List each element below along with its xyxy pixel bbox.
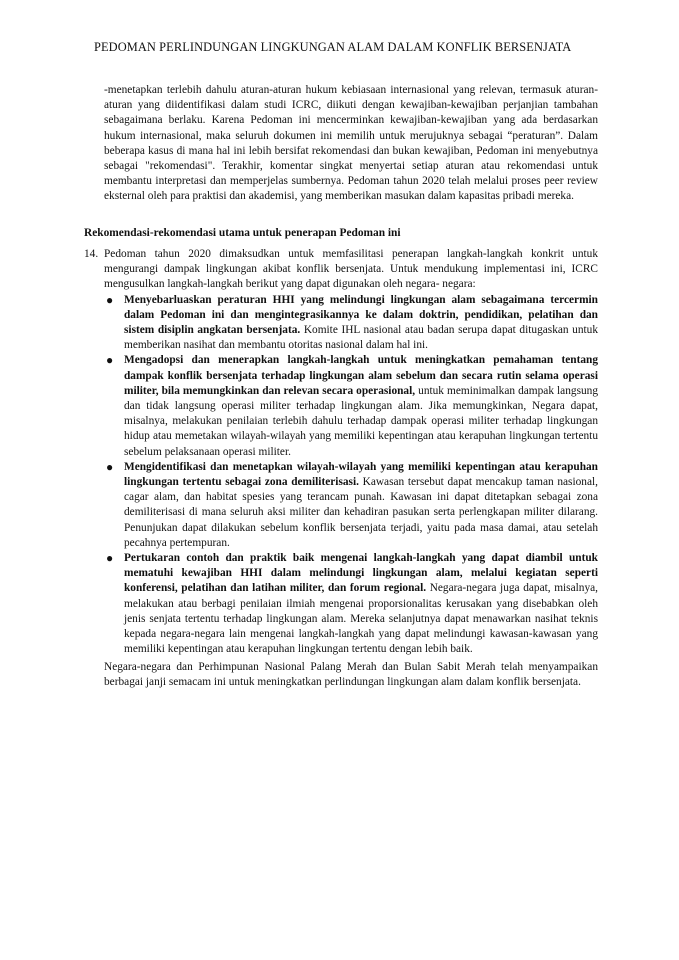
bullet-bold-text: Pertukaran contoh dan praktik baik mengenai langkah-langkah yang dapat diambil untuk mematuhi kewajiban HHI dalam melindungi lingkungan alam, melalui kegiatan seperti konferensi, pelatihan dan latihan militer, dan forum regional. bbox=[124, 552, 598, 595]
bullet-icon: ● bbox=[106, 292, 114, 307]
item-14-text: Pedoman tahun 2020 dimaksudkan untuk memfasilitasi penerapan langkah-langkah konkrit untuk mengurangi dampak lingkungan akibat konflik bersenjata. Untuk mendukung implementasi ini, ICRC mengusulkan langkah-langkah berikut yang dapat digunakan oleh negara- negara: bbox=[104, 248, 598, 291]
bullet-text: Kawasan tersebut dapat mencakup taman nasional, cagar alam, dan habitat spesies yang terancam punah. Kawasan ini dapat ditetapkan sebagai zona demiliterisasi di mana seluruh aksi militer dan kehadiran pasukan serta perlengkapan militer dilarang. Penunjukan dapat dilakukan sebelum konflik bersenjata terjadi, yaitu pada masa damai, atau setelah pecahnya pertempuran. bbox=[124, 476, 598, 549]
running-header: PEDOMAN PERLINDUNGAN LINGKUNGAN ALAM DALAM KONFLIK BERSENJATA bbox=[94, 40, 572, 54]
intro-paragraph: -menetapkan terlebih dahulu aturan-aturan hukum kebiasaan internasional yang relevan, termasuk aturan-aturan yang diidentifikasi dalam studi ICRC, diikuti dengan kewajiban-kewajiban perjanjian tambahan sebagaimana berlaku. Karena Pedoman ini mencerminkan kewajiban-kewajiban yang ada berdasarkan hukum internasional, maka seluruh dokumen ini memilih untuk merujuknya sebagai “peraturan”. Dalam beberapa kasus di mana hal ini lebih bersifat rekomendasi dan bukan kewajiban, Pedoman ini menyebutnya sebagai "rekomendasi". Terakhir, komentar singkat menyertai setiap aturan atau rekomendasi untuk membantu interpretasi dan memperjelas sumbernya. Pedoman tahun 2020 telah melalui proses peer review eksternal oleh para praktisi dan akademisi, yang memberikan masukan dalam kapasitas pribadi mereka. bbox=[104, 84, 598, 203]
bullet-bold-text: Menyebarluaskan peraturan HHI yang melindungi lingkungan alam sebagaimana tercermin dalam Pedoman ini dan mengintegrasikannya ke dalam doktrin, pendidikan, pelatihan dan sistem disiplin angkatan bersenjata. bbox=[124, 293, 598, 337]
numbered-item-14 bbox=[84, 247, 598, 657]
bullet-icon: ● bbox=[106, 551, 114, 566]
intro-block bbox=[104, 83, 598, 205]
bullet-text: untuk meminimalkan dampak langsung dan tidak langsung operasi militer terhadap lingkungan alam. Jika memungkinkan, Negara dapat, misalnya, melakukan penilaian terlebih dahulu terhadap dampak operasi militer terhadap lingkungan hidup atau memetakan wilayah-wilayah yang memiliki kepentingan atau kerapuhan lingkungan tertentu sebelum pelaksanaan operasi militer. bbox=[124, 384, 598, 458]
item-number: 14. bbox=[84, 248, 99, 260]
bullet-text: Negara-negara juga dapat, misalnya, melakukan atau berbagi penilaian ilmiah mengenai proporsionalitas kerusakan yang disebabkan oleh jenis senjata tertentu terhadap lingkungan alam. Mereka selanjutnya dapat menawarkan nasihat teknis kepada negara-negara lain mengenai langkah-langkah yang dapat melindungi kawasan-kawasan yang memiliki kepentingan atau kerapuhan lingkungan tertentu dengan lebih baik. bbox=[124, 582, 598, 656]
bullet-bold-text: Mengadopsi dan menerapkan langkah-langkah untuk meningkatkan pemahaman tentang dampak konflik bersenjata terhadap lingkungan alam sebelum dan secara rutin selama operasi militer, bila memungkinkan dan relevan secara operasional, bbox=[124, 354, 598, 397]
bullet-text: Komite IHL nasional atau badan serupa dapat ditugaskan untuk memberikan nasihat dan membantu otoritas nasional dalam hal ini. bbox=[124, 324, 598, 352]
bullet-bold-text: Mengidentifikasi dan menetapkan wilayah-wilayah yang memiliki kepentingan atau kerapuhan lingkungan tertentu sebagai zona demiliterisasi. bbox=[124, 460, 598, 489]
bullet-icon: ● bbox=[106, 459, 114, 474]
recommendation-list bbox=[104, 293, 598, 658]
list-item bbox=[104, 551, 598, 657]
list-item bbox=[104, 353, 598, 459]
closing-paragraph: Negara-negara dan Perhimpunan Nasional Palang Merah dan Bulan Sabit Merah telah menyampaikan berbagai janji semacam ini untuk meningkatkan perlindungan lingkungan alam dalam konflik bersenjata. bbox=[104, 661, 598, 689]
list-item bbox=[104, 460, 598, 551]
section-heading: Rekomendasi-rekomendasi utama untuk penerapan Pedoman ini bbox=[84, 227, 401, 239]
bullet-icon: ● bbox=[106, 353, 114, 368]
list-item bbox=[104, 293, 598, 354]
